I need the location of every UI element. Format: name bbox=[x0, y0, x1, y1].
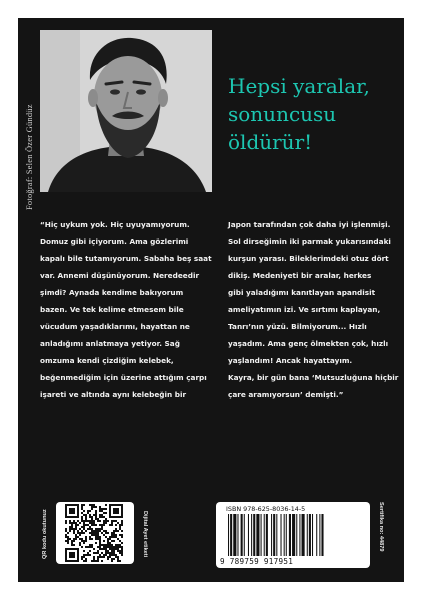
blurb-line: çare aramıyorsun’ demişti.” bbox=[228, 390, 344, 399]
tagline-line-3: öldürür! bbox=[228, 130, 313, 154]
back-cover bbox=[18, 18, 404, 582]
blurb-line: beğenmediğim için üzerine attığım çarpı bbox=[40, 373, 207, 382]
blurb-line: “Hiç uykum yok. Hiç uyuyamıyorum. bbox=[40, 220, 190, 229]
blurb-line: var. Annemi düşünüyorum. Neredeedir bbox=[40, 271, 200, 280]
barcode-number: 9 789759 917951 bbox=[220, 557, 294, 566]
blurb-line: Tanrı’nın yüzü. Bilmiyorum... Hızlı bbox=[228, 322, 367, 331]
isbn-text: ISBN 978-625-8036-14-5 bbox=[226, 505, 306, 513]
blurb-left-column bbox=[40, 216, 216, 403]
qr-code-icon bbox=[65, 504, 123, 562]
blurb-line: ameliyatımın izi. Ve sırtımı kaplayan, bbox=[228, 305, 381, 314]
qr-code[interactable] bbox=[56, 502, 134, 564]
blurb-line: kurşun yarası. Bileklerimdeki otuz dört bbox=[228, 254, 389, 263]
tagline bbox=[228, 72, 398, 156]
blurb-line: kapalı bile tutamıyorum. Sabaha beş saat bbox=[40, 254, 212, 263]
blurb-line: işareti ve altında aynı kelebeğin bir bbox=[40, 390, 187, 399]
blurb-line: Sol dirseğimin iki parmak yukarısındaki bbox=[228, 237, 391, 246]
blurb-line: omzuma kendi çizdiğim kelebek, bbox=[40, 356, 174, 365]
photo-credit: Fotoğraf: Selen Özer Gündüz bbox=[24, 104, 34, 210]
qr-label-right: Dijital Ayet etiketi bbox=[142, 510, 148, 558]
certificate-number: Sertifika no: 44879 bbox=[378, 502, 384, 552]
qr-label-left: QR kodu okutunuz bbox=[42, 509, 48, 559]
blurb-line: yaşlandım! Ancak hayattayım. bbox=[228, 356, 353, 365]
blurb-line: vücudum yaşadıklarımı, hayattan ne bbox=[40, 322, 190, 331]
blurb-line: dikiş. Medeniyeti bir aralar, herkes bbox=[228, 271, 372, 280]
isbn-barcode-block bbox=[216, 502, 370, 568]
tagline-line-2: sonuncusu bbox=[228, 102, 337, 126]
author-photo bbox=[40, 30, 212, 192]
blurb-line: Domuz gibi içiyorum. Ama gözlerimi bbox=[40, 237, 189, 246]
blurb-line: anladığımı anlatmaya yetiyor. Sağ bbox=[40, 339, 180, 348]
blurb-line: yaşadım. Ama genç ölmekten çok, hızlı bbox=[228, 339, 389, 348]
blurb-line: gibi yaladığımı kanıtlayan apandisit bbox=[228, 288, 376, 297]
blurb-line: Japon tarafından çok daha iyi işlenmişi. bbox=[228, 220, 391, 229]
blurb-right-column bbox=[228, 216, 400, 403]
blurb-line: şimdi? Aynada kendime bakıyorum bbox=[40, 288, 184, 297]
tagline-line-1: Hepsi yaralar, bbox=[228, 74, 370, 98]
qr-code-block bbox=[42, 502, 150, 566]
barcode-icon bbox=[228, 514, 358, 556]
blurb-line: bazen. Ve tek kelime etmesem bile bbox=[40, 305, 184, 314]
blurb-line: Kayra, bir gün bana ‘Mutsuzluğuna hiçbir bbox=[228, 373, 399, 382]
